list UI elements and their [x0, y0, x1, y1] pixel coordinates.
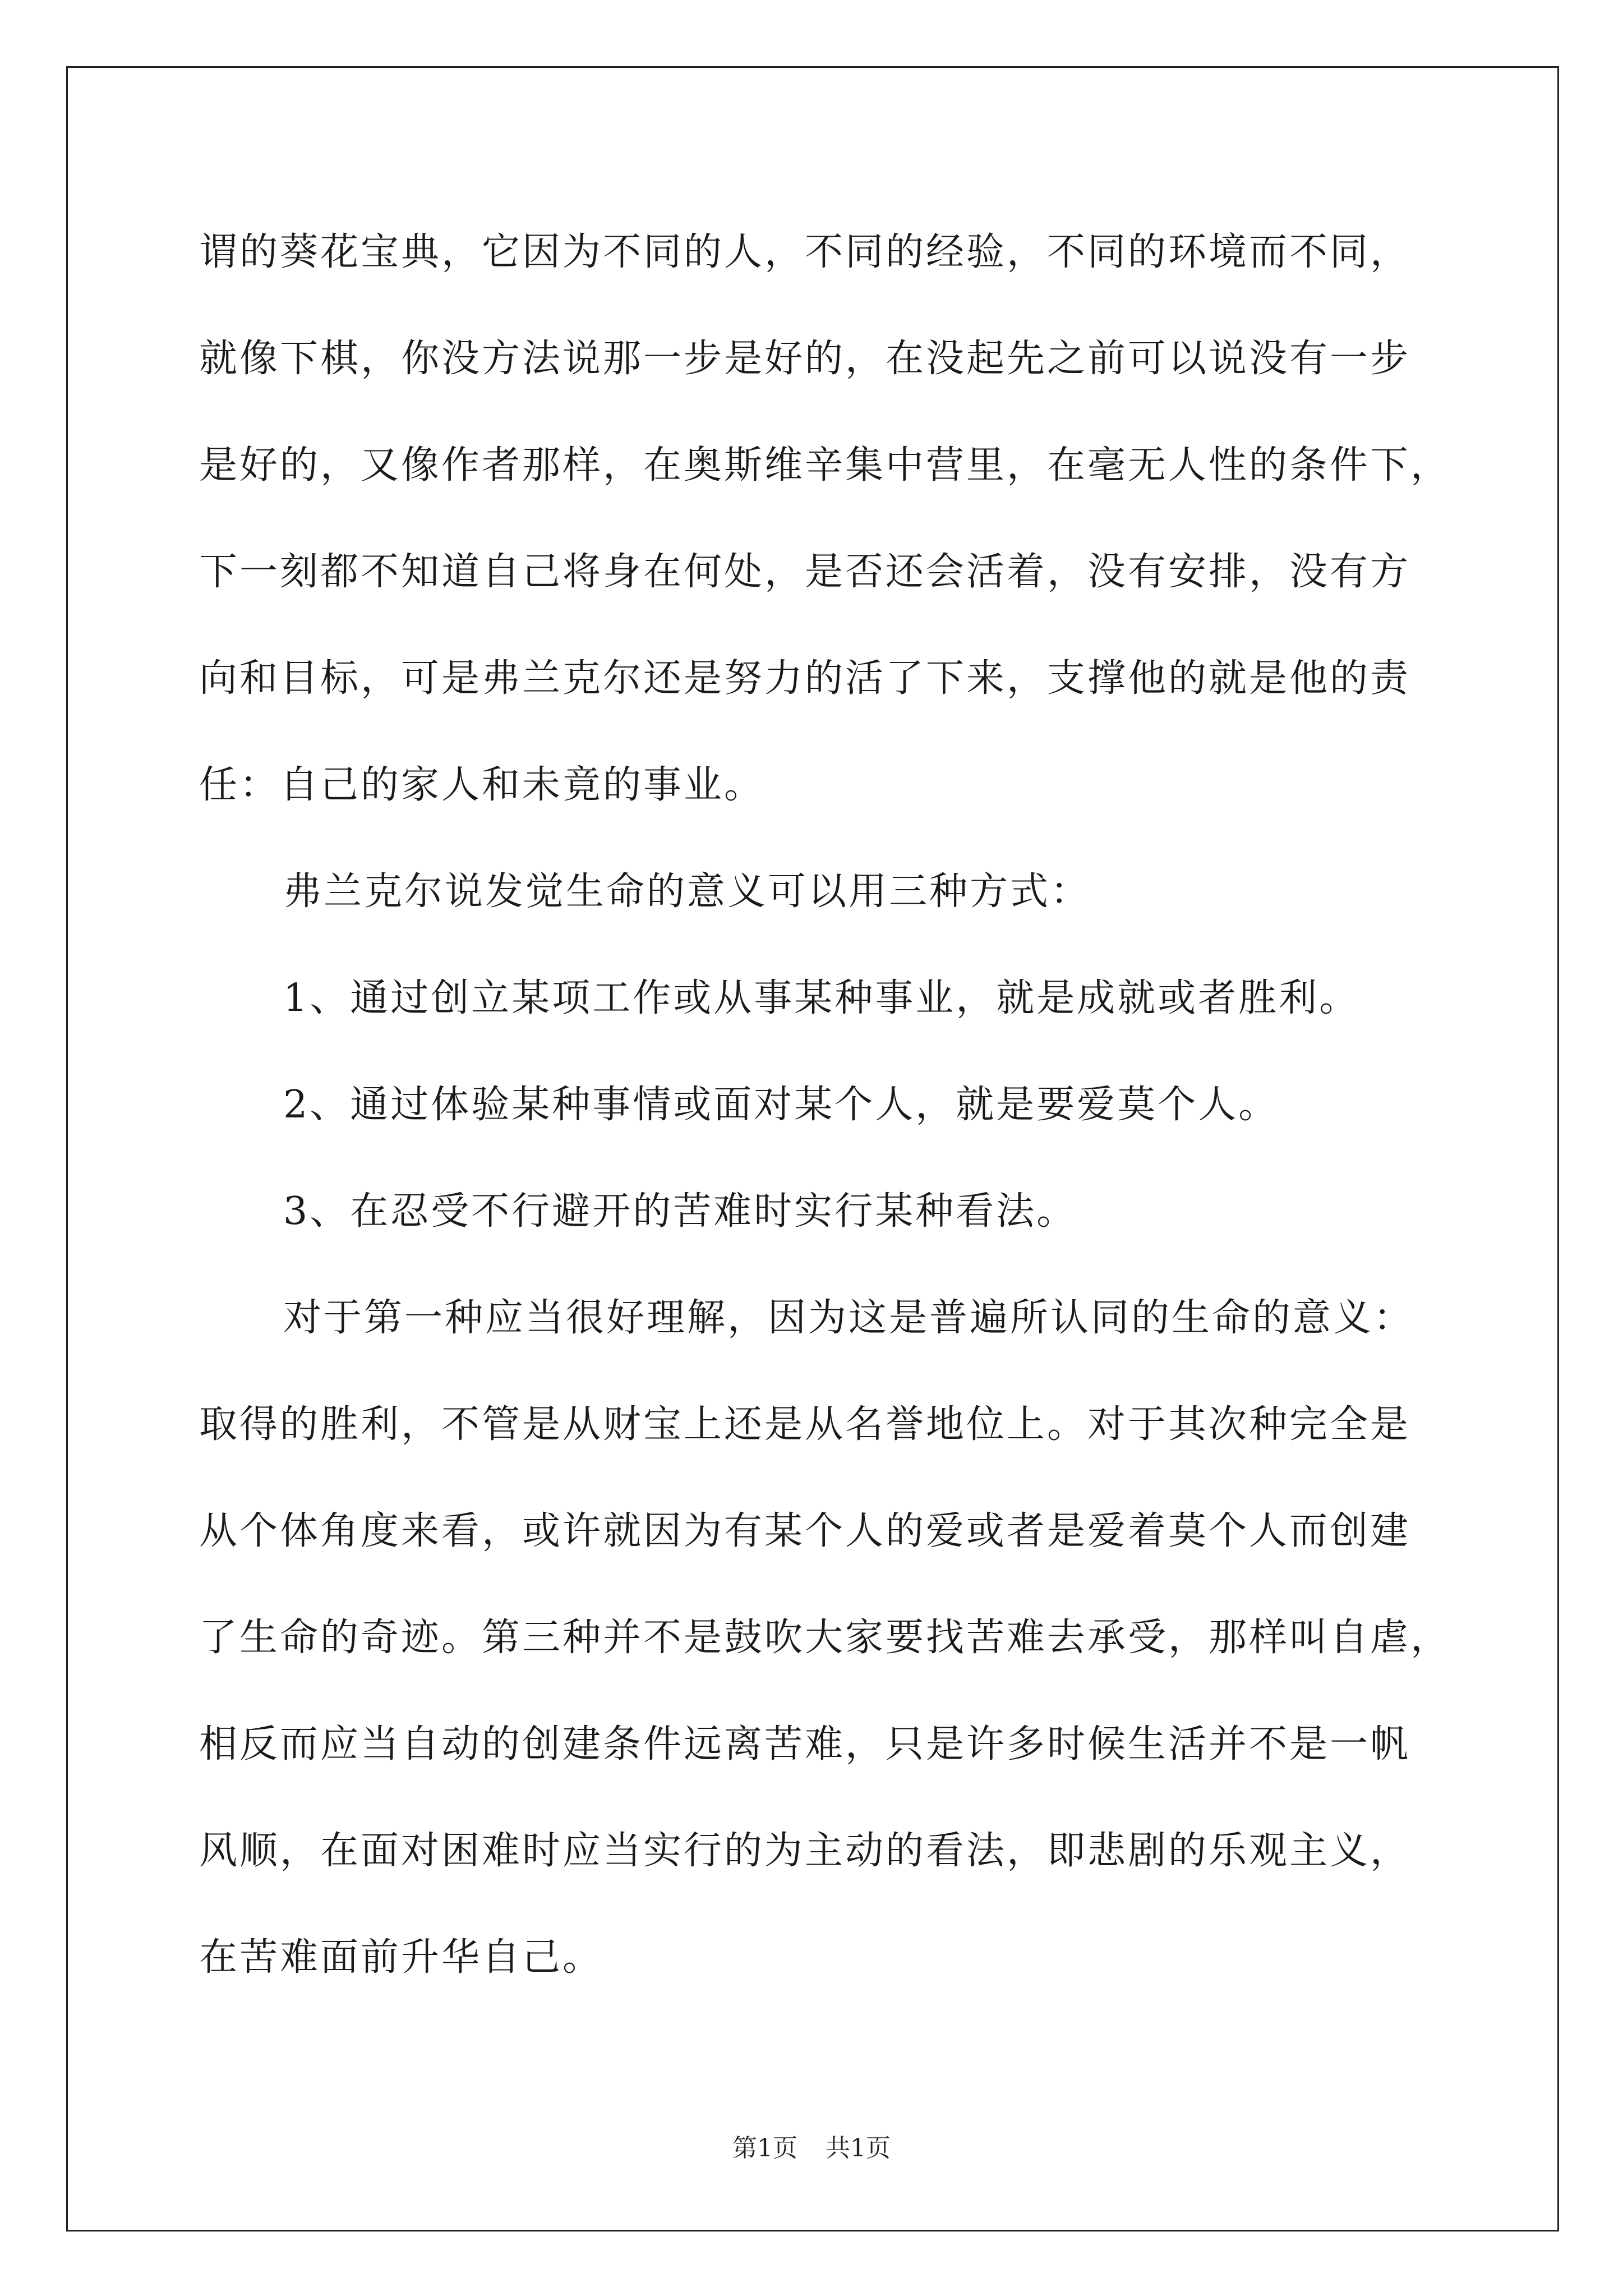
paragraph-line: 是好的，又像作者那样，在奥斯维辛集中营里，在毫无人性的条件下， — [199, 443, 1451, 487]
paragraph-line: 弗兰克尔说发觉生命的意义可以用三种方式： — [283, 869, 1091, 914]
list-item-1: 1、通过创立某项工作或从事某种事业，就是成就或者胜利。 — [283, 976, 1360, 1020]
paragraph-line: 向和目标，可是弗兰克尔还是努力的活了下来，支撑他的就是他的责 — [199, 656, 1411, 701]
list-item-2: 2、通过体验某种事情或面对某个人，就是要爱莫个人。 — [283, 1083, 1279, 1127]
document-body — [199, 199, 1451, 2011]
paragraph-line: 了生命的奇迹。第三种并不是鼓吹大家要找苦难去承受，那样叫自虐， — [199, 1616, 1451, 1660]
paragraph-line: 从个体角度来看，或许就因为有某个人的爱或者是爱着莫个人而创建 — [199, 1509, 1411, 1553]
paragraph-line: 对于第一种应当很好理解，因为这是普遍所认同的生命的意义： — [283, 1296, 1414, 1340]
page-total: 共1页 — [826, 2134, 891, 2162]
paragraph-line: 谓的葵花宝典，它因为不同的人，不同的经验，不同的环境而不同， — [199, 230, 1411, 274]
paragraph-line: 下一刻都不知道自己将身在何处，是否还会活着，没有安排，没有方 — [199, 550, 1411, 594]
paragraph-line: 任：自己的家人和未竟的事业。 — [199, 763, 765, 807]
paragraph-line: 风顺，在面对困难时应当实行的为主动的看法，即悲剧的乐观主义， — [199, 1829, 1411, 1873]
paragraph-line: 取得的胜利，不管是从财宝上还是从名誉地位上。对于其次种完全是 — [199, 1402, 1411, 1447]
paragraph-line: 在苦难面前升华自己。 — [199, 1935, 603, 1980]
paragraph-line: 相反而应当自动的创建条件远离苦难，只是许多时候生活并不是一帆 — [199, 1722, 1411, 1766]
list-item-3: 3、在忍受不行避开的苦难时实行某种看法。 — [283, 1189, 1077, 1234]
page-footer — [0, 2132, 1623, 2165]
paragraph-line: 就像下棋，你没方法说那一步是好的，在没起先之前可以说没有一步 — [199, 337, 1411, 381]
page-number: 第1页 — [732, 2134, 797, 2162]
